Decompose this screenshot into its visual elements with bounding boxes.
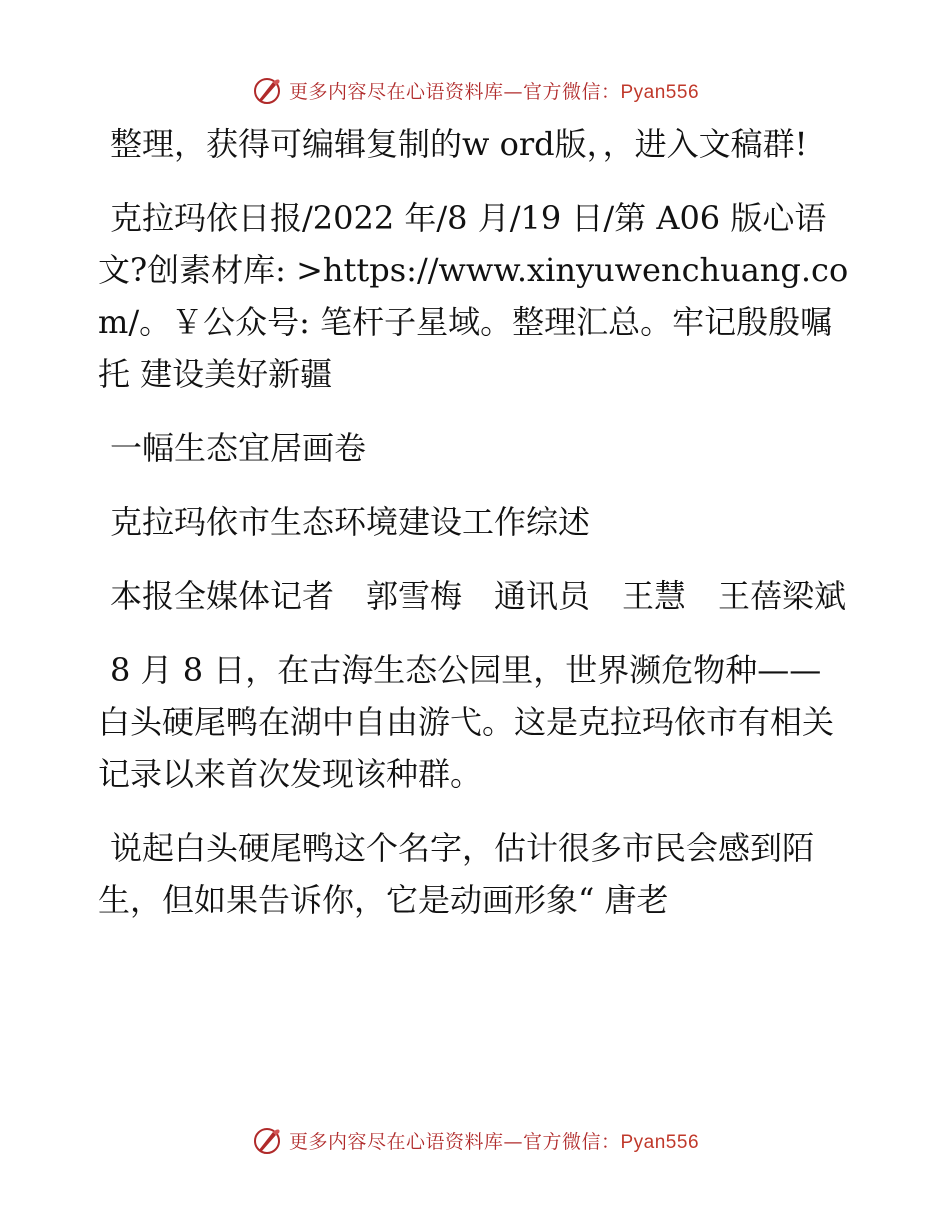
paragraph: 整理，获得可编辑复制的w ord版，，进入文稿群!: [110, 125, 808, 163]
quill-logo-icon: [251, 1124, 283, 1156]
header-banner: [0, 70, 950, 110]
banner-text: 更多内容尽在心语资料库—官方微信：Pyan556: [288, 80, 700, 103]
document-body: [98, 118, 850, 948]
paragraph: 本报全媒体记者 郭雪梅 通讯员 王慧 王蓓梁斌: [110, 577, 847, 615]
paragraph: 克拉玛依日报/2022 年/8 月/19 日/第 A06 版心语文?创素材库: >https://www.xinyuwenchuang.com/。￥公众号: 笔杆子星域。整理汇总。牢记殷殷嘱托 建设美好新疆: [98, 199, 849, 393]
banner-text: 更多内容尽在心语资料库—官方微信：Pyan556: [288, 1130, 700, 1153]
paragraph: 克拉玛依市生态环境建设工作综述: [110, 503, 591, 541]
quill-logo-icon: [251, 74, 283, 106]
paragraph: 一幅生态宜居画卷: [110, 429, 367, 467]
footer-banner: [0, 1120, 950, 1160]
paragraph: 8 月 8 日，在古海生态公园里，世界濒危物种——白头硬尾鸭在湖中自由游弋。这是克拉玛依市有相关记录以来首次发现该种群。: [98, 651, 835, 793]
paragraph: 说起白头硬尾鸭这个名字，估计很多市民会感到陌生，但如果告诉你，它是动画形象“ 唐老: [98, 829, 815, 919]
